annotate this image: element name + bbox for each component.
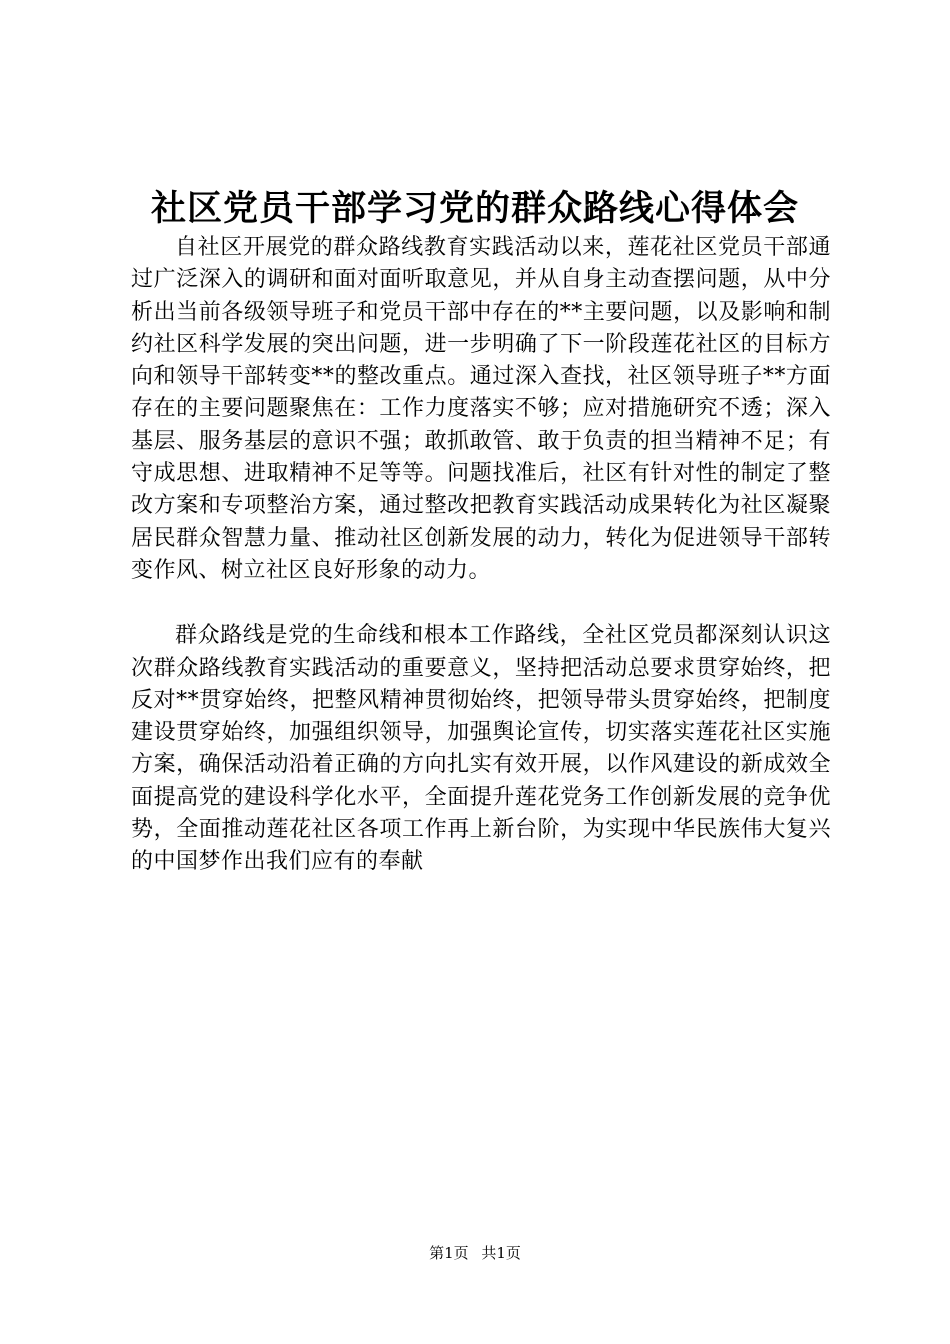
paragraph-1: 自社区开展党的群众路线教育实践活动以来，莲花社区党员干部通过广泛深入的调研和面对面听取意见，并从自身主动查摆问题，从中分析出当前各级领导班子和党员干部中存在的**主要问题，以及影响和制约社区科学发展的突出问题，进一步明确了下一阶段莲花社区的目标方向和领导干部转变**的整改重点。通过深入查找，社区领导班子**方面存在的主要问题聚焦在：工作力度落实不够；应对措施研究不透；深入基层、服务基层的意识不强；敢抓敢管、敢于负责的担当精神不足；有守成思想、进取精神不足等等。问题找准后，社区有针对性的制定了整改方案和专项整治方案，通过整改把教育实践活动成果转化为社区凝聚居民群众智慧力量、推动社区创新发展的动力，转化为促进领导干部转变作风、树立社区良好形象的动力。	[131, 235, 831, 583]
page-number: 第1页	[429, 1244, 469, 1262]
paragraph-2: 群众路线是党的生命线和根本工作路线，全社区党员都深刻认识这次群众路线教育实践活动的重要意义，坚持把活动总要求贯穿始终，把反对**贯穿始终，把整风精神贯彻始终，把领导带头贯穿始终，把制度建设贯穿始终，加强组织领导，加强舆论宣传，切实落实莲花社区实施方案，确保活动沿着正确的方向扎实有效开展，以作风建设的新成效全面提高党的建设科学化水平，全面提升莲花党务工作创新发展的竞争优势，全面推动莲花社区各项工作再上新台阶，为实现中华民族伟大复兴的中国梦作出我们应有的奉献	[131, 623, 831, 875]
page-total: 共1页	[481, 1244, 521, 1262]
page-footer	[0, 1243, 950, 1263]
document-body	[131, 232, 831, 879]
document-title: 社区党员干部学习党的群众路线心得体会	[150, 188, 799, 229]
